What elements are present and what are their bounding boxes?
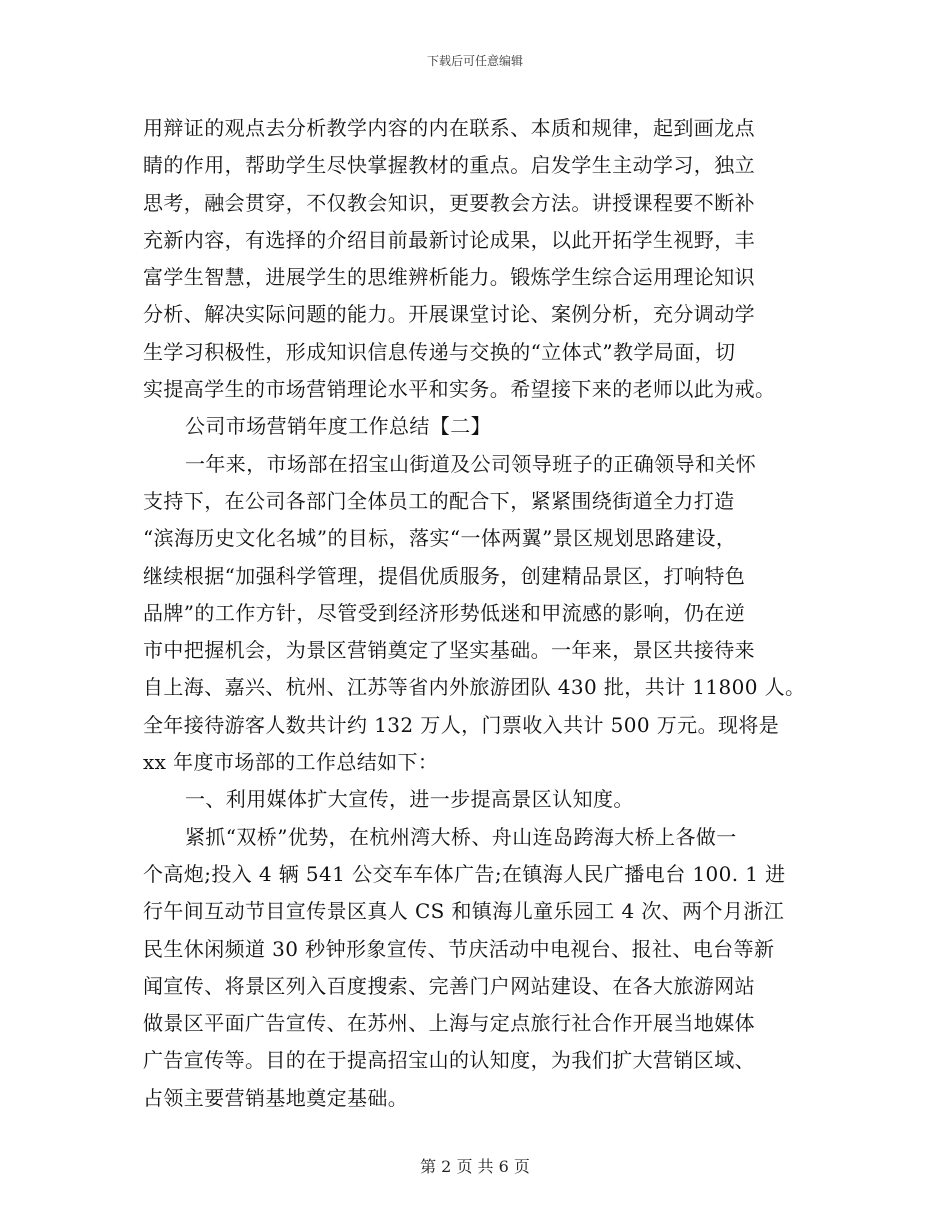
paragraph-line: 继续根据“加强科学管理，提倡优质服务，创建精品景区，打响特色 — [143, 563, 746, 588]
paragraph-line: 睛的作用，帮助学生尽快掌握教材的重点。启发学生主动学习，独立 — [143, 153, 755, 178]
section-subheading: 一、利用媒体扩大宣传，进一步提高景区认知度。 — [185, 787, 634, 812]
paragraph-line: 实提高学生的市场营销理论水平和实务。希望接下来的老师以此为戒。 — [143, 377, 776, 402]
section-heading: 公司市场营销年度工作总结【二】 — [185, 414, 491, 439]
paragraph-line: 思考，融会贯穿，不仅教会知识，更要教会方法。讲授课程要不断补 — [143, 190, 755, 215]
paragraph-line: 自上海、嘉兴、杭州、江苏等省内外旅游团队 430 批，共计 11800 人。 — [143, 675, 806, 700]
paragraph-line: 支持下，在公司各部门全体员工的配合下，紧紧围绕街道全力打造 — [143, 488, 735, 513]
paragraph-line: 个高炮;投入 4 辆 541 公交车车体广告;在镇海人民广播电台 100. 1 进 — [143, 861, 786, 886]
paragraph-line: 用辩证的观点去分析教学内容的内在联系、本质和规律，起到画龙点 — [143, 116, 755, 140]
paragraph-line: 一年来，市场部在招宝山街道及公司领导班子的正确领导和关怀 — [185, 451, 757, 476]
paragraph-line: 富学生智慧，进展学生的思维辨析能力。锻炼学生综合运用理论知识 — [143, 265, 755, 290]
paragraph-line: 行午间互动节目宣传景区真人 CS 和镇海儿童乐园工 4 次、两个月浙江 — [143, 899, 785, 924]
body-text — [143, 110, 843, 1117]
page-footer: 第 2 页 共 6 页 — [420, 1157, 530, 1176]
paragraph-line: “滨海历史文化名城”的目标，落实“一体两翼”景区规划思路建设， — [143, 526, 737, 551]
paragraph-line: 分析、解决实际问题的能力。开展课堂讨论、案例分析，充分调动学 — [143, 302, 755, 327]
paragraph-line: 品牌”的工作方针，尽管受到经济形势低迷和甲流感的影响，仍在逆 — [143, 600, 746, 625]
paragraph-line: 充新内容，有选择的介绍目前最新讨论成果，以此开拓学生视野，丰 — [143, 227, 755, 252]
paragraph-line: 闻宣传、将景区列入百度搜索、完善门户网站建设、在各大旅游网站 — [143, 973, 755, 998]
page-header: 下载后可任意编辑 — [426, 54, 523, 68]
paragraph-line: 民生休闲频道 30 秒钟形象宣传、节庆活动中电视台、报社、电台等新 — [143, 936, 775, 961]
paragraph-line: 广告宣传等。目的在于提高招宝山的认知度，为我们扩大营销区域、 — [143, 1048, 755, 1073]
paragraph-line: 市中把握机会，为景区营销奠定了坚实基础。一年来，景区共接待来 — [143, 638, 755, 663]
paragraph-line: 全年接待游客人数共计约 132 万人，门票收入共计 500 万元。现将是 — [143, 712, 780, 737]
paragraph-line: xx 年度市场部的工作总结如下： — [143, 750, 439, 775]
paragraph-line: 占领主要营销基地奠定基础。 — [143, 1085, 409, 1110]
paragraph-line: 生学习积极性，形成知识信息传递与交换的“立体式”教学局面，切 — [143, 339, 736, 364]
paragraph-line: 紧抓“双桥”优势，在杭州湾大桥、舟山连岛跨海大桥上各做一 — [185, 824, 737, 849]
paragraph-line: 做景区平面广告宣传、在苏州、上海与定点旅行社合作开展当地媒体 — [143, 1011, 755, 1036]
